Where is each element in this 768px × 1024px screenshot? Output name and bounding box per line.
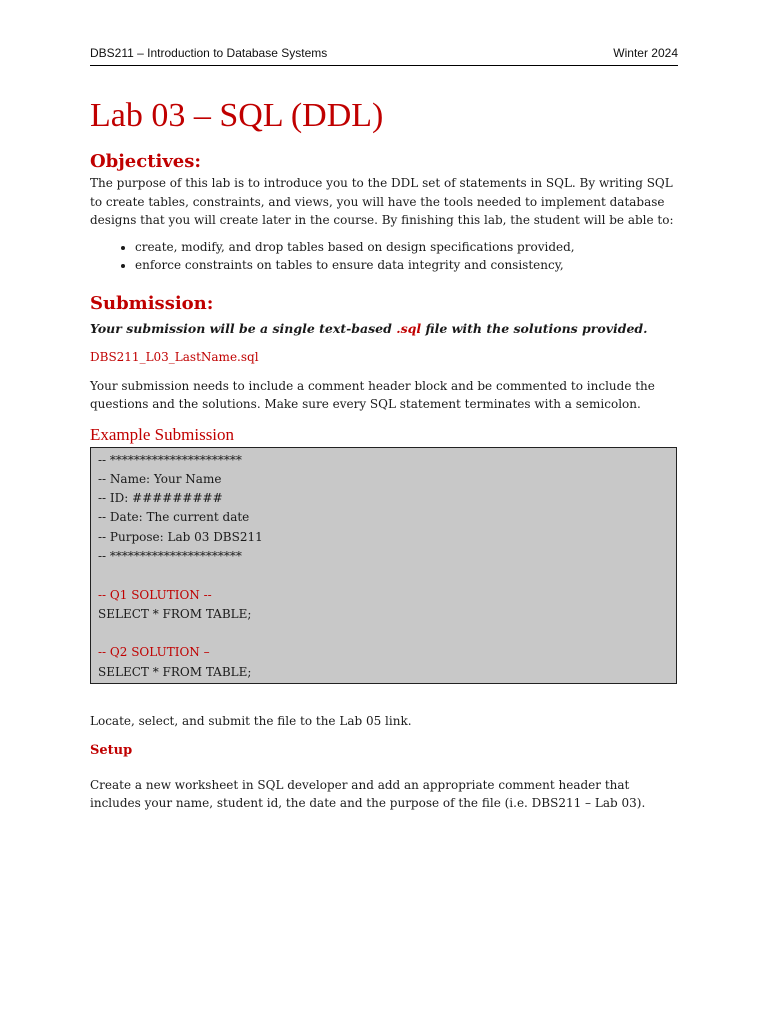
- code-line: SELECT * FROM TABLE;: [98, 606, 252, 621]
- code-line: -- ID: #########: [98, 491, 223, 506]
- submission-text-before: Your submission will be a single text-based: [90, 320, 397, 336]
- objectives-list: [90, 238, 680, 274]
- code-line: SELECT * FROM TABLE;: [98, 664, 252, 679]
- document-body: [90, 92, 680, 813]
- setup-heading: Setup: [90, 742, 133, 758]
- code-line: -- Date: The current date: [98, 510, 250, 525]
- objectives-paragraph: The purpose of this lab is to introduce you to the DDL set of statements in SQL. By writing SQL to create tables, constraints, and views, you will have the tools needed to implement database designs that you will create later in the course. By finishing this lab, the student will be able to:: [90, 176, 674, 227]
- code-line: -- Name: Your Name: [98, 471, 222, 486]
- submission-text-after: file with the solutions provided.: [421, 320, 648, 336]
- submission-paragraph: Your submission needs to include a comment header block and be commented to include the questions and the solutions. Make sure every SQL statement terminates with a semicolon.: [90, 378, 655, 411]
- submission-filename: DBS211_L03_LastName.sql: [90, 350, 259, 364]
- setup-paragraph: Create a new worksheet in SQL developer and add an appropriate comment header that includes your name, student id, the date and the purpose of the file (i.e. DBS211 – Lab 03).: [90, 777, 646, 811]
- code-line-comment: -- Q1 SOLUTION --: [98, 587, 212, 602]
- submission-heading: Submission:: [90, 292, 214, 314]
- code-line: -- Purpose: Lab 03 DBS211: [98, 529, 263, 544]
- code-line: [98, 624, 676, 643]
- sql-extension: .sql: [396, 320, 422, 336]
- locate-instruction: Locate, select, and submit the file to the Lab 05 link.: [90, 714, 412, 729]
- page-title: Lab 03 – SQL (DDL): [90, 97, 384, 134]
- list-item: • create, modify, and drop tables based on design specifications provided,: [135, 238, 680, 256]
- code-line: -- **********************: [98, 548, 242, 563]
- code-line-comment: -- Q2 SOLUTION –: [98, 645, 210, 660]
- code-line: -- **********************: [98, 452, 242, 467]
- submission-instruction: [90, 320, 680, 339]
- page-header: [90, 46, 678, 66]
- objectives-heading: Objectives:: [90, 151, 202, 172]
- course-name: DBS211 – Introduction to Database Systems: [90, 46, 328, 60]
- code-line: [98, 566, 676, 585]
- list-item: • enforce constraints on tables to ensure data integrity and consistency,: [135, 256, 680, 274]
- example-heading: Example Submission: [90, 424, 235, 444]
- term: Winter 2024: [613, 46, 678, 60]
- example-code-box: [90, 447, 677, 685]
